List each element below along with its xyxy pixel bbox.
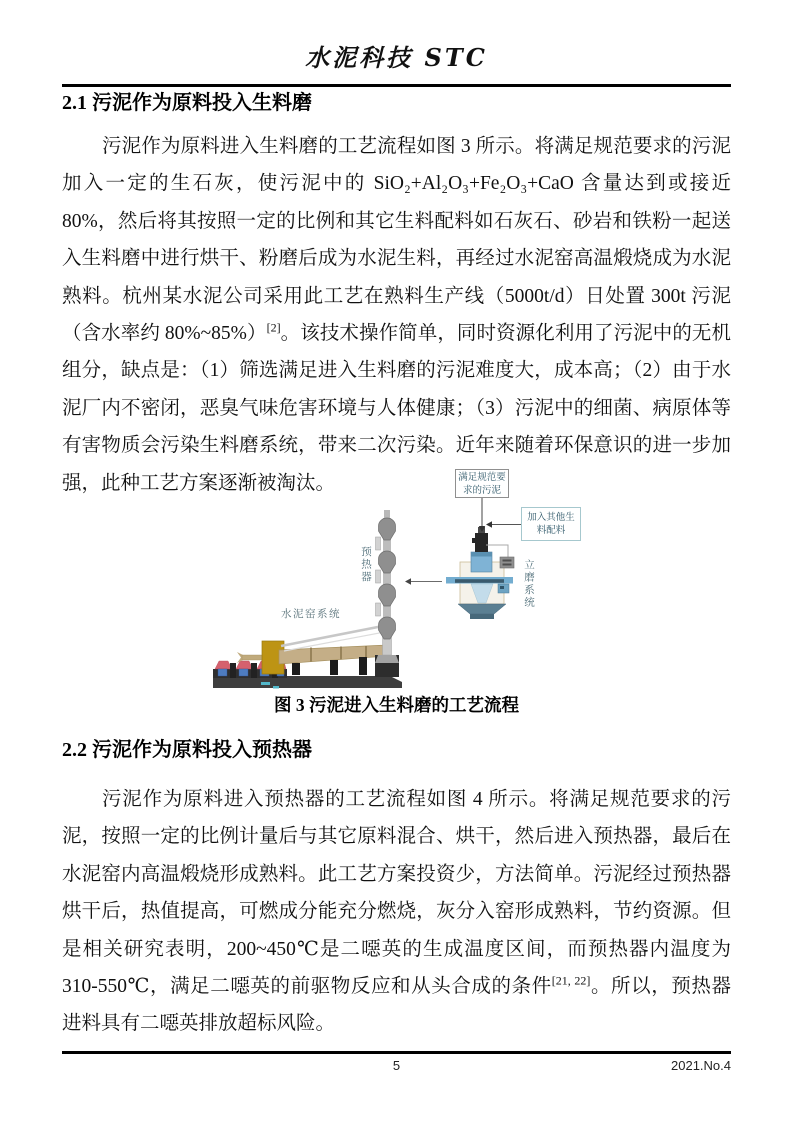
citation-ref-2: [2]: [266, 320, 281, 335]
citation-ref-21-22: [21, 22]: [551, 973, 591, 988]
figure-label-preheater: 预热器: [360, 546, 371, 584]
figure-label-sludge-box: [455, 469, 509, 498]
arrow-sludge-to-mill: [479, 498, 485, 532]
header-rule: [62, 84, 731, 87]
rotary-kiln: [279, 645, 388, 675]
footer-page-number: 5: [392, 1058, 401, 1073]
paragraph-2-2-text: 污泥作为原料进入预热器的工艺流程如图 4 所示。将满足规范要求的污泥，按照一定的比例计量后与其它原料混合、烘干，然后进入预热器，最后在水泥窑内高温煅烧形成熟料。此工艺方案投资少，方法简单。污泥经过预热器烘干后，热值提高，可燃成分能充分燃烧，灰分入窑形成熟料，节约资源。但是相关研究表明，200~450℃是二噁英的生成温度区间，而预热器内温度为 310-550℃，满足二噁英的前驱物反应和从头合成的条件: [62, 789, 731, 998]
figure-label-kiln-system: 水泥窑系统: [281, 609, 341, 620]
arrow-mill-to-preheater: [405, 578, 442, 585]
footer-issue: 2021.No.4: [671, 1058, 731, 1073]
figure-3-caption: 图 3 污泥进入生料磨的工艺流程: [274, 695, 519, 715]
other-materials-box-text: 加入其他生料配料: [527, 513, 575, 536]
arrow-materials-to-feed: [486, 521, 521, 528]
figure-3-process-diagram: [195, 464, 615, 691]
journal-header-title: 水泥科技 STC: [305, 43, 488, 72]
paragraph-2-1-text-cont: 。该技术操作简单，同时资源化利用了污泥中的无机组分，缺点是：（1）筛选满足进入生料磨的污泥难度大，成本高；（2）由于水泥厂内不密闭，恶臭气味危害环境与人体健康；（3）污泥中的细菌、病原体等有害物质会污染生料磨系统，带来二次污染。近年来随着环保意识的进一步加强，此种工艺方案逐渐被淘汰。: [62, 323, 731, 494]
figure-label-other-materials-box: [521, 507, 581, 541]
paragraph-2-1-text: 污泥作为原料进入生料磨的工艺流程如图 3 所示。将满足规范要求的污泥加入一定的生石灰，使污泥中的 SiO₂+Al₂O₃+Fe₂O₃+CaO 含量达到或接近 80%，然后将其按照一定的比例和其它生料配料如石灰石、砂岩和铁粉一起送入生料磨中进行烘干、粉磨后成为水泥生料，再经过水泥窑高温煅烧成为水泥熟料。杭州某水泥公司采用此工艺在熟料生产线（5000t/d）日处置 300t 污泥（含水率约 80%~85%）: [62, 136, 731, 345]
section-heading-2-2: 2.2 污泥作为原料投入预热器: [62, 739, 312, 761]
figure-3-drawing: [195, 464, 615, 691]
sludge-box-text: 满足规范要求的污泥: [458, 473, 506, 496]
section-heading-2-1: 2.1 污泥作为原料投入生料磨: [62, 92, 312, 114]
paragraph-2-2: [62, 781, 731, 1043]
footer-rule: [62, 1051, 731, 1054]
paragraph-2-1: [62, 128, 731, 502]
vertical-mill: [446, 527, 514, 619]
figure-label-vertical-mill: 立磨系统: [523, 559, 534, 609]
paragraph-2-2-text-cont: 。所以，预热器进料具有二噁英排放超标风险。: [62, 976, 731, 1035]
